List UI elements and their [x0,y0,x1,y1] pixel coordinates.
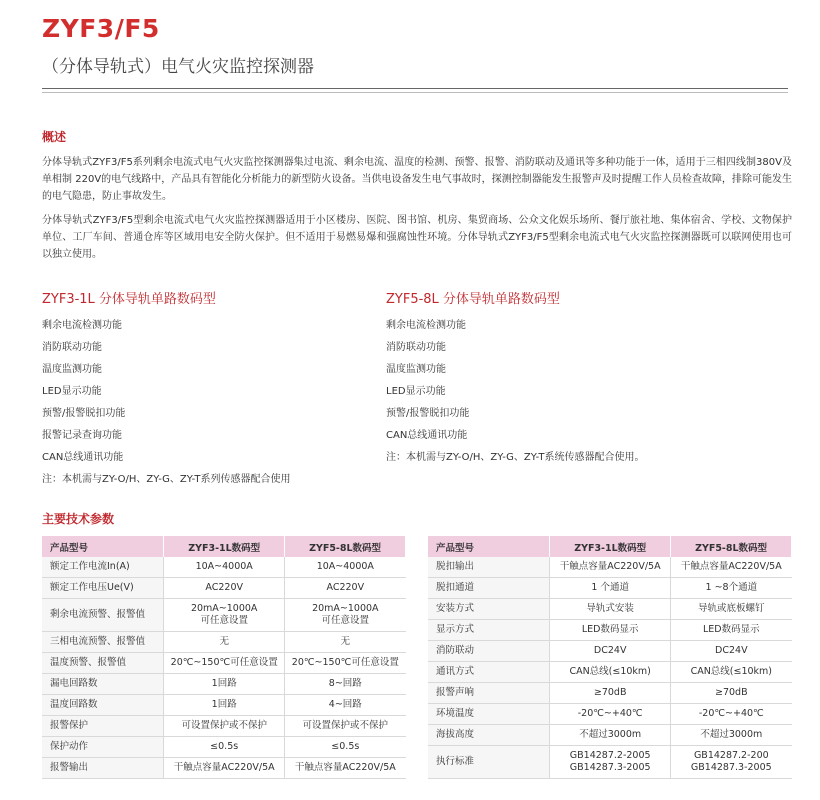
spec-left-row-label: 漏电回路数 [42,674,164,695]
spec-right-header-cell: ZYF5-8L数码型 [671,536,792,557]
right-model-heading: ZYF5-8L 分体导轨单路数码型 [386,292,560,307]
spec-left-row [42,599,406,632]
spec-right-row-label: 显示方式 [428,620,550,641]
spec-right-cell: 1 个通道 [550,578,671,599]
spec-right-row-label: 执行标准 [428,746,550,779]
right-feature-item: LED显示功能 [386,386,446,397]
spec-right-cell: LED数码显示 [550,620,671,641]
spec-right-cell: CAN总线(≤10km) [550,662,671,683]
left-model-heading: ZYF3-1L 分体导轨单路数码型 [42,292,216,307]
spec-right-cell: -20℃~+40℃ [671,704,792,725]
overview-paragraph-2: 分体导轨式ZYF3/F5型剩余电流式电气火灾监控探测器适用于小区楼房、医院、图书馆、机房、集贸商场、公众文化娱乐场所、餐厅旅社地、集体宿舍、学校、文物保护单位、工厂车间、普通仓库等区域用电安全防火保护。但不适用于易燃易爆和强腐蚀性环境。分体导轨式ZYF3/F5型剩余电流式电气火灾监控探测器既可以联网使用也可以独立使用。 [42,215,792,260]
spec-left-row [42,737,406,758]
spec-right-cell: DC24V [550,641,671,662]
spec-right-row [428,599,792,620]
spec-right-row-label: 脱扣输出 [428,557,550,578]
spec-left-row [42,674,406,695]
spec-right-row-label: 脱扣通道 [428,578,550,599]
specs-heading: 主要技术参数 [42,512,115,526]
spec-right-row [428,683,792,704]
spec-left-cell: AC220V [164,578,285,599]
spec-right-row-label: 报警声响 [428,683,550,704]
spec-left-cell: 1回路 [164,695,285,716]
spec-left-cell: ≤0.5s [285,737,406,758]
right-feature-item: CAN总线通讯功能 [386,430,468,441]
left-feature-list [42,315,291,491]
spec-right-row [428,557,792,578]
spec-table-right [428,536,792,779]
spec-right-row [428,662,792,683]
spec-left-cell: 无 [285,632,406,653]
title-divider [42,88,788,89]
spec-right-cell: 导轨式安装 [550,599,671,620]
spec-right-row-label: 通讯方式 [428,662,550,683]
title-divider-secondary [42,92,788,93]
page-subtitle: （分体导轨式）电气火灾监控探测器 [42,57,314,77]
spec-right-header-cell: ZYF3-1L数码型 [550,536,671,557]
right-feature-item: 消防联动功能 [386,342,446,353]
spec-left-row-label: 剩余电流预警、报警值 [42,599,164,632]
right-feature-item: 预警/报警脱扣功能 [386,408,470,419]
spec-right-row [428,620,792,641]
right-note: 注：本机需与ZY-O/H、ZY-G、ZY-T系统传感器配合使用。 [386,452,645,463]
spec-left-cell: ≤0.5s [164,737,285,758]
page-title: ZYF3/F5 [42,14,160,43]
spec-left-cell: 20℃~150℃可任意设置 [285,653,406,674]
spec-left-cell: 1回路 [164,674,285,695]
right-feature-list [386,315,645,469]
left-note: 注：本机需与ZY-O/H、ZY-G、ZY-T系列传感器配合使用 [42,474,291,485]
left-feature-item: 预警/报警脱扣功能 [42,408,126,419]
spec-left-row-label: 三相电流预警、报警值 [42,632,164,653]
spec-right-header-cell: 产品型号 [428,536,550,557]
overview-heading: 概述 [42,130,67,144]
spec-right-cell: 不超过3000m [671,725,792,746]
spec-left-row [42,695,406,716]
spec-left-row-label: 报警保护 [42,716,164,737]
spec-right-row [428,704,792,725]
left-feature-item: 剩余电流检测功能 [42,320,122,331]
spec-left-cell: 可设置保护或不保护 [164,716,285,737]
spec-left-cell: 无 [164,632,285,653]
spec-right-cell: 不超过3000m [550,725,671,746]
spec-left-cell: 4~回路 [285,695,406,716]
spec-right-cell: 导轨或底板螺钉 [671,599,792,620]
spec-right-cell: 干触点容量AC220V/5A [550,557,671,578]
spec-right-cell: GB14287.2-200 GB14287.3-2005 [671,746,792,779]
spec-right-row-label: 环境温度 [428,704,550,725]
spec-right-row-label: 安装方式 [428,599,550,620]
spec-right-row [428,746,792,779]
spec-left-row [42,758,406,779]
right-feature-item: 温度监测功能 [386,364,446,375]
spec-right-row-label: 海拔高度 [428,725,550,746]
spec-left-cell: 干触点容量AC220V/5A [285,758,406,779]
spec-right-cell: ≥70dB [550,683,671,704]
spec-left-header-cell: 产品型号 [42,536,164,557]
spec-right-cell: ≥70dB [671,683,792,704]
spec-left-row [42,578,406,599]
spec-left-row-label: 额定工作电流In(A) [42,557,164,578]
right-feature-item: 剩余电流检测功能 [386,320,466,331]
spec-right-cell: DC24V [671,641,792,662]
spec-left-row [42,557,406,578]
left-feature-item: 温度监测功能 [42,364,102,375]
spec-right-row [428,578,792,599]
spec-right-row [428,641,792,662]
spec-left-cell: 10A~4000A [164,557,285,578]
spec-left-row [42,653,406,674]
spec-left-row [42,716,406,737]
spec-left-cell: 20mA~1000A 可任意设置 [285,599,406,632]
spec-right-cell: 干触点容量AC220V/5A [671,557,792,578]
spec-right-cell: -20℃~+40℃ [550,704,671,725]
spec-left-row-label: 温度回路数 [42,695,164,716]
spec-right-cell: GB14287.2-2005 GB14287.3-2005 [550,746,671,779]
spec-right-row-label: 消防联动 [428,641,550,662]
spec-left-row [42,632,406,653]
spec-left-cell: 10A~4000A [285,557,406,578]
spec-left-cell: 干触点容量AC220V/5A [164,758,285,779]
left-feature-item: LED显示功能 [42,386,102,397]
spec-right-row [428,725,792,746]
spec-left-row-label: 温度预警、报警值 [42,653,164,674]
spec-left-row-label: 额定工作电压Ue(V) [42,578,164,599]
spec-left-cell: 20mA~1000A 可任意设置 [164,599,285,632]
spec-left-row-label: 保护动作 [42,737,164,758]
spec-left-cell: 可设置保护或不保护 [285,716,406,737]
spec-left-cell: AC220V [285,578,406,599]
spec-table-left [42,536,406,779]
spec-left-header-cell: ZYF5-8L数码型 [285,536,406,557]
overview-paragraph-1: 分体导轨式ZYF3/F5系列剩余电流式电气火灾监控探测器集过电流、剩余电流、温度的检测、预警、报警、消防联动及通讯等多种功能于一体，适用于三相四线制380V及单相制 220V的电气线路中，产品具有智能化分析能力的新型防火设备。当供电设备发生电气事故时，探测控制器能发生报警声及时提醒工作人员检查故障，排除可能发生的电气隐患，防止事故发生。 [42,157,792,202]
spec-right-cell: CAN总线(≤10km) [671,662,792,683]
spec-left-cell: 8~回路 [285,674,406,695]
spec-right-cell: 1 ~8个通道 [671,578,792,599]
spec-left-cell: 20℃~150℃可任意设置 [164,653,285,674]
left-feature-item: 消防联动功能 [42,342,102,353]
left-feature-item: CAN总线通讯功能 [42,452,124,463]
spec-right-cell: LED数码显示 [671,620,792,641]
left-feature-item: 报警记录查询功能 [42,430,122,441]
spec-left-header-cell: ZYF3-1L数码型 [164,536,285,557]
spec-left-row-label: 报警输出 [42,758,164,779]
